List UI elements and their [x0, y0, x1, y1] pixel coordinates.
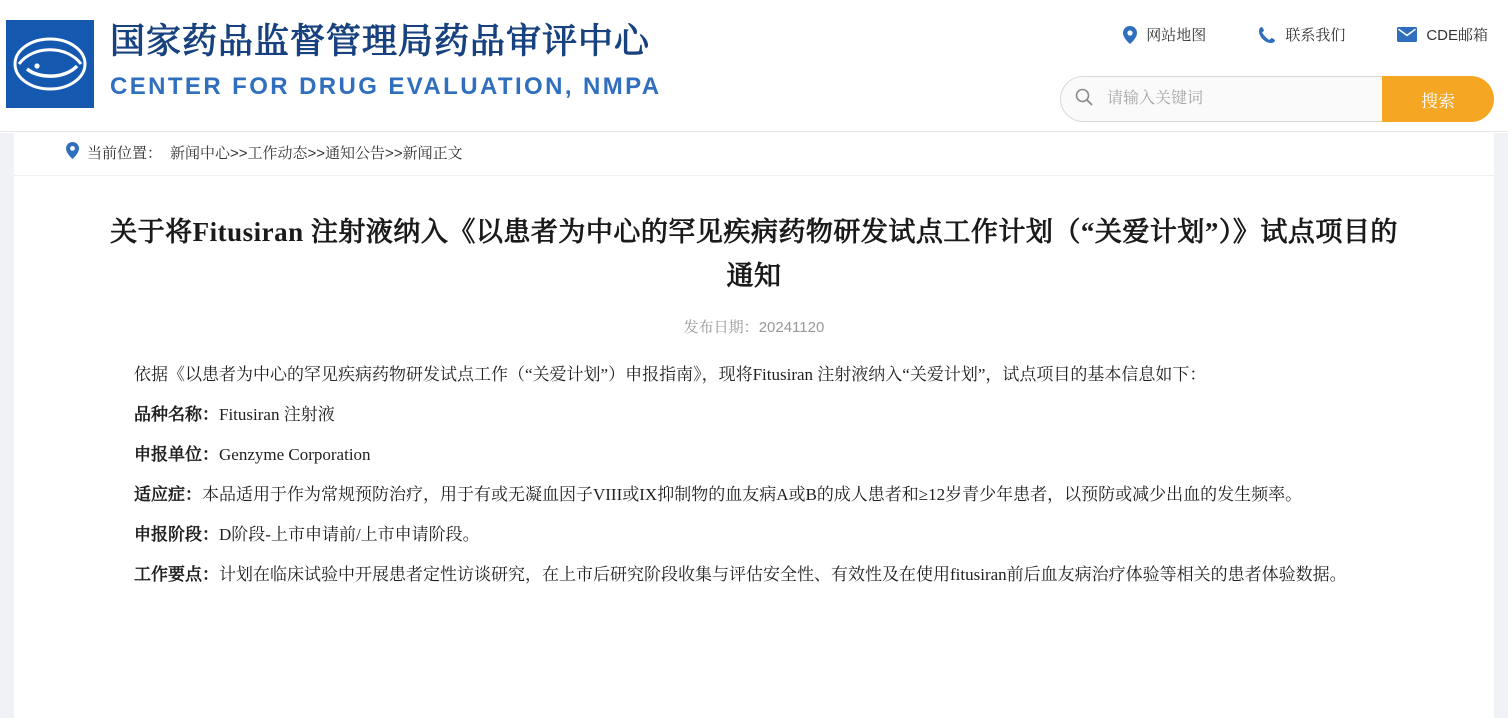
breadcrumb-path[interactable]: 新闻中心>>工作动态>>通知公告>>新闻正文 [170, 145, 463, 162]
article-item-label: 品种名称： [134, 405, 219, 424]
top-links [1123, 24, 1488, 45]
article-item-value: 计划在临床试验中开展患者定性访谈研究，在上市后研究阶段收集与评估安全性、有效性及在使用fitusiran前后血友病治疗体验等相关的患者体验数据。 [219, 565, 1347, 584]
search-button[interactable]: 搜索 [1382, 76, 1494, 122]
article-item-value: 本品适用于作为常规预防治疗，用于有或无凝血因子VIII或IX抑制物的血友病A或B的成人患者和≥12岁青少年患者，以预防或减少出血的发生频率。 [202, 485, 1303, 504]
publish-date [100, 316, 1408, 337]
cde-fish-logo-icon[interactable] [6, 20, 94, 108]
article [0, 210, 1508, 595]
top-link-label: 联系我们 [1285, 27, 1346, 44]
brand-title-en: CENTER FOR DRUG EVALUATION, NMPA [110, 73, 662, 100]
top-link-contact[interactable] [1258, 24, 1345, 45]
article-body [100, 355, 1408, 595]
article-item-label: 工作要点： [134, 565, 219, 584]
phone-icon [1258, 26, 1276, 44]
top-link-sitemap[interactable] [1123, 24, 1206, 45]
search-input[interactable] [1105, 89, 1355, 109]
article-item-label: 申报阶段： [134, 525, 219, 544]
article-item-keypoints [100, 555, 1408, 595]
map-pin-icon [1123, 26, 1137, 44]
top-link-mail[interactable] [1397, 24, 1488, 45]
breadcrumb [66, 142, 463, 163]
article-item-label: 适应症： [134, 485, 202, 504]
article-item-label: 申报单位： [134, 445, 219, 464]
site-header [0, 0, 1508, 132]
article-item-value: D阶段-上市申请前/上市申请阶段。 [219, 525, 480, 544]
page-title: 关于将Fitusiran 注射液纳入《以患者为中心的罕见疾病药物研发试点工作计划（“关爱计划”）》试点项目的通知 [110, 217, 1398, 291]
top-link-label: CDE邮箱 [1426, 27, 1488, 44]
breadcrumb-label: 当前位置： [87, 145, 163, 162]
article-item-value: Genzyme Corporation [219, 445, 371, 464]
mail-icon [1397, 27, 1417, 42]
search-icon [1075, 88, 1093, 111]
article-item-applicant [100, 435, 1408, 475]
search-box[interactable] [1060, 76, 1382, 122]
article-intro: 依据《以患者为中心的罕见疾病药物研发试点工作（“关爱计划”）申报指南》，现将Fitusiran 注射液纳入“关爱计划”，试点项目的基本信息如下： [134, 365, 1207, 384]
breadcrumb-bar [0, 132, 1508, 176]
brand-title-cn: 国家药品监督管理局药品审评中心 [110, 22, 651, 61]
search-row [1060, 76, 1494, 122]
top-link-label: 网站地图 [1146, 27, 1207, 44]
brand-block [110, 18, 661, 104]
article-item-name [100, 395, 1408, 435]
location-pin-icon [66, 142, 79, 163]
publish-date-label: 发布日期： [683, 319, 759, 336]
article-item-stage [100, 515, 1408, 555]
publish-date-value: 20241120 [758, 319, 825, 336]
article-item-value: Fitusiran 注射液 [219, 405, 335, 424]
article-item-indication [100, 475, 1408, 515]
